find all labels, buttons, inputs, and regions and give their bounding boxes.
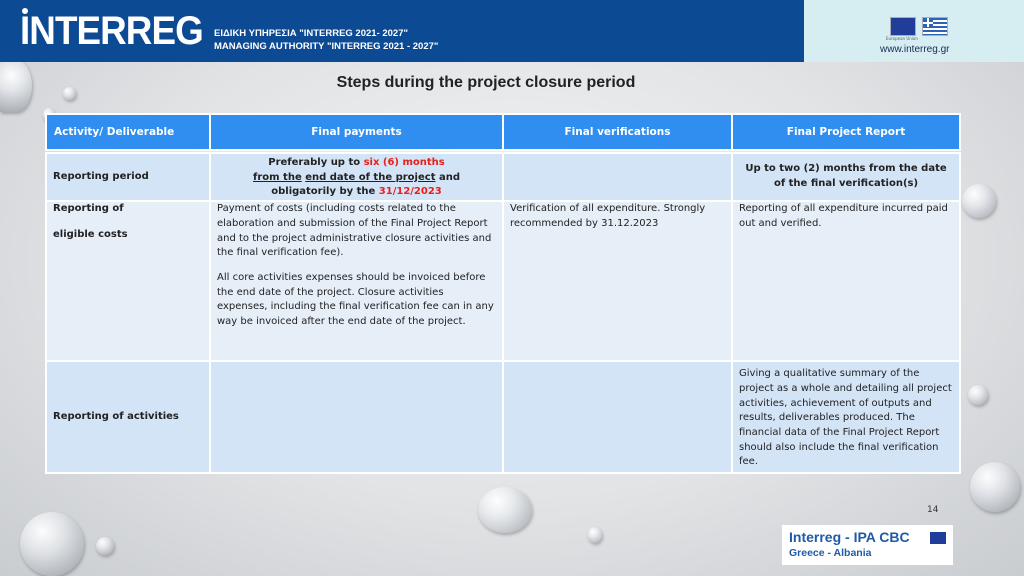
table-cell: Verification of all expenditure. Strongly recommended by 31.12.2023 <box>503 201 732 361</box>
column-header: Final verifications <box>503 114 732 150</box>
decor-bubble <box>962 184 996 218</box>
decor-bubble <box>96 537 114 555</box>
table-cell <box>210 201 503 361</box>
subtitle-line-english: MANAGING AUTHORITY "INTERREG 2021 - 2027" <box>214 41 439 52</box>
table-header-row <box>46 114 960 150</box>
footer-logo-line2: Greece - Albania <box>789 547 872 559</box>
column-header: Final payments <box>210 114 503 150</box>
cell-text: Preferably up to <box>268 157 364 168</box>
row-label <box>46 201 210 361</box>
decor-bubble <box>968 385 988 405</box>
table-row <box>46 153 960 201</box>
cell-text: end date of the project <box>305 171 436 183</box>
eu-flag-icon <box>930 532 946 544</box>
cell-text: and <box>435 171 460 183</box>
cell-text: obligatorily by the <box>271 186 379 198</box>
highlight-text: 31/12/2023 <box>378 186 442 198</box>
eu-flag-icon <box>890 17 916 36</box>
table-cell <box>503 153 732 201</box>
page-title: Steps during the project closure period <box>336 74 636 91</box>
page-number: 14 <box>927 505 939 515</box>
subtitle-line-greek: ΕΙΔΙΚΗ ΥΠΗΡΕΣΙΑ "INTERREG 2021- 2027" <box>214 28 409 39</box>
table-row <box>46 201 960 361</box>
table-cell: Up to two (2) months from the date of the final verification(s) <box>732 153 960 201</box>
column-header: Activity/ Deliverable <box>46 114 210 150</box>
header-band <box>0 0 804 62</box>
website-link[interactable]: www.interreg.gr <box>880 44 950 55</box>
interreg-ipa-logo <box>782 525 953 565</box>
row-label: Reporting of activities <box>46 361 210 473</box>
footer-logo-line1: Interreg - IPA CBC <box>789 529 910 545</box>
table-cell: Reporting of all expenditure incurred paid out and verified. <box>732 201 960 361</box>
table-cell <box>210 153 503 201</box>
cell-text: from the <box>253 171 302 183</box>
row-label-line: eligible costs <box>53 228 128 240</box>
decor-bubble <box>478 487 532 533</box>
table-cell: Giving a qualitative summary of the project as a whole and detailing all project activities, achievement of outputs and results, deliverables produced. The financial data of the Final Project Report should also include the final verification fee. <box>732 361 960 473</box>
eu-caption: European Union <box>886 36 918 41</box>
row-label: Reporting period <box>46 153 210 201</box>
cell-paragraph: All core activities expenses should be invoiced before the end date of the project. Closure activities expenses, including the final verification fee can in any way be invoiced after the end date of the project. <box>217 271 494 328</box>
decor-bubble <box>970 462 1020 512</box>
decor-bubble <box>20 512 84 576</box>
table-cell <box>210 361 503 473</box>
interreg-logo: INTERREG <box>20 9 203 53</box>
table-cell <box>503 361 732 473</box>
cell-paragraph: Payment of costs (including costs related to the elaboration and submission of the Final Project Report and to the project administrative closure activities and the final verification fee). <box>217 203 492 259</box>
row-label-line: Reporting of <box>53 203 124 215</box>
managing-authority-subtitle <box>214 27 438 53</box>
highlight-text: six (6) months <box>363 157 445 168</box>
decor-bubble <box>588 527 602 543</box>
closure-steps-table <box>45 113 961 474</box>
greek-flag-icon <box>922 17 948 36</box>
table-row <box>46 361 960 473</box>
column-header: Final Project Report <box>732 114 960 150</box>
